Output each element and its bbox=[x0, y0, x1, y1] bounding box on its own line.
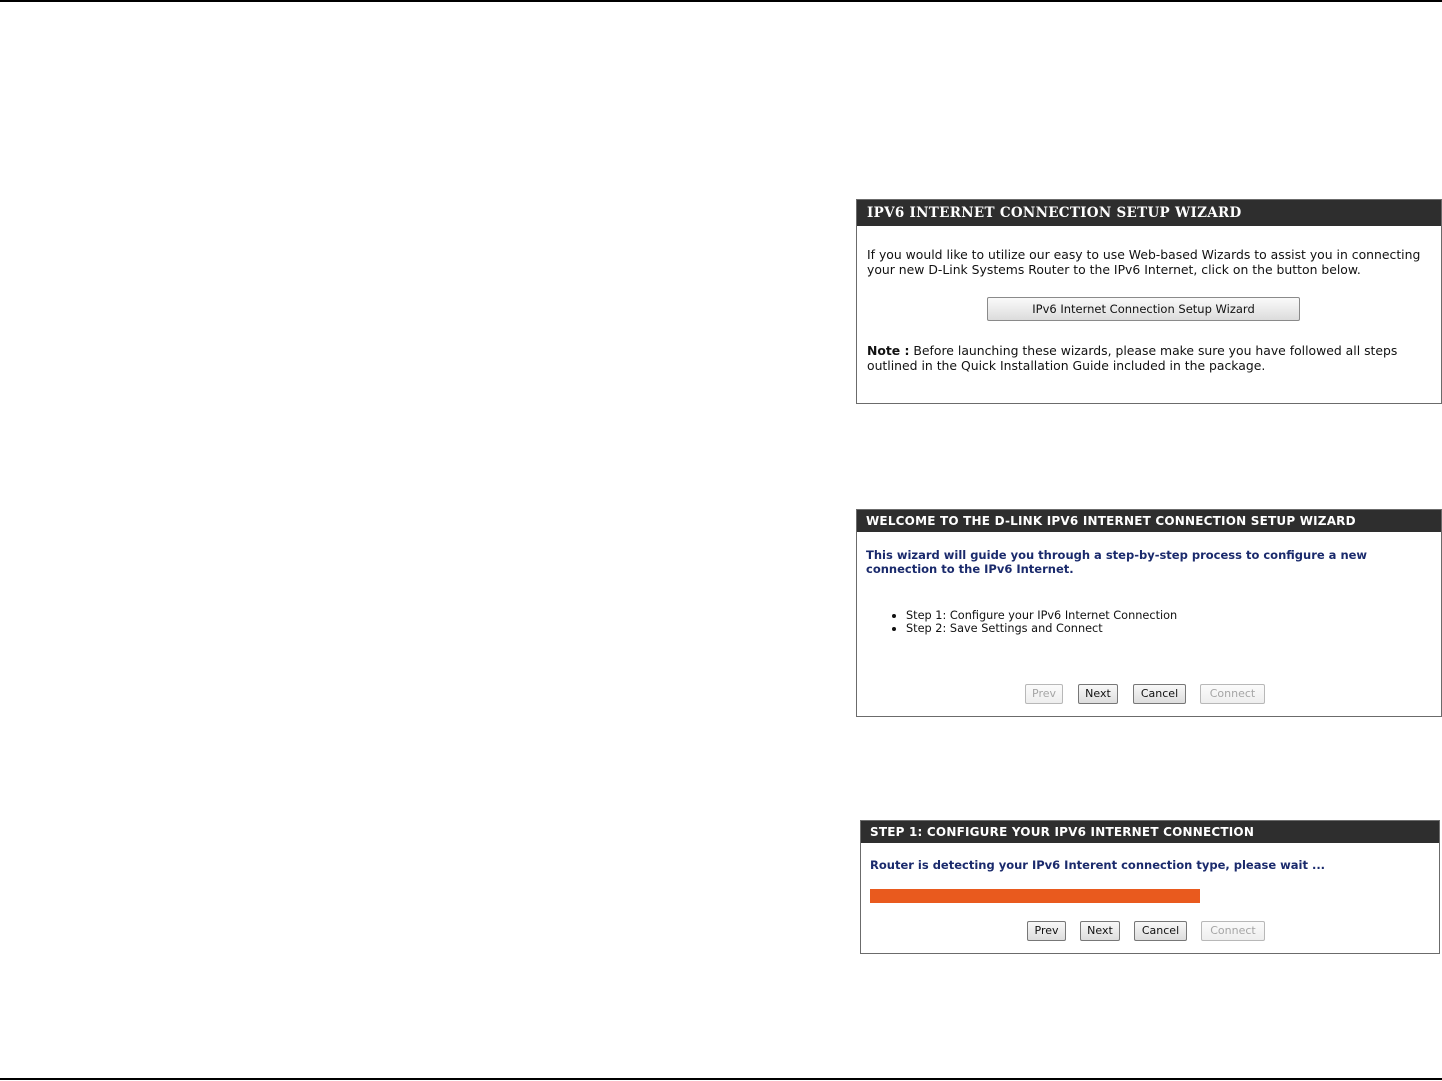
top-rule bbox=[0, 0, 1442, 2]
bottom-rule bbox=[0, 1078, 1442, 1080]
wizard-intro-text: If you would like to utilize our easy to use Web-based Wizards to assist you in connecting your new D-Link Systems Router to the IPv6 Internet, click on the button below. bbox=[867, 247, 1421, 277]
detection-progress-bar bbox=[870, 889, 1430, 903]
bullet-icon bbox=[892, 614, 896, 618]
ipv6-wizard-launch-panel bbox=[856, 199, 1442, 404]
prev-button[interactable]: Prev bbox=[1025, 684, 1063, 704]
prev-button[interactable]: Prev bbox=[1027, 921, 1066, 941]
welcome-intro-text: This wizard will guide you through a step-by-step process to configure a new connection to the IPv6 Internet. bbox=[866, 548, 1368, 576]
cancel-button[interactable]: Cancel bbox=[1134, 921, 1187, 941]
wizard-welcome-panel bbox=[856, 509, 1442, 717]
bullet-icon bbox=[892, 627, 896, 631]
connect-button[interactable]: Connect bbox=[1201, 921, 1265, 941]
step1-configure-panel bbox=[860, 820, 1440, 954]
detection-status-text: Router is detecting your IPv6 Interent connection type, please wait ... bbox=[870, 858, 1326, 872]
next-button[interactable]: Next bbox=[1080, 921, 1120, 941]
wizard-steps-list bbox=[890, 609, 1177, 635]
step-label: Step 1: Configure your IPv6 Internet Connection bbox=[906, 609, 1178, 622]
progress-fill bbox=[870, 889, 1200, 903]
list-item bbox=[890, 622, 1177, 635]
panel-header: IPV6 INTERNET CONNECTION SETUP WIZARD bbox=[857, 200, 1441, 226]
note-body: Before launching these wizards, please make sure you have followed all steps outlined in the Quick Installation Guide included in the package. bbox=[867, 343, 1398, 373]
cancel-button[interactable]: Cancel bbox=[1133, 684, 1186, 704]
note-text bbox=[867, 343, 1433, 373]
next-button[interactable]: Next bbox=[1078, 684, 1118, 704]
note-label: Note : bbox=[867, 343, 910, 358]
ipv6-setup-wizard-button[interactable]: IPv6 Internet Connection Setup Wizard bbox=[987, 297, 1300, 321]
panel-header: WELCOME TO THE D-LINK IPV6 INTERNET CONNECTION SETUP WIZARD bbox=[857, 510, 1441, 532]
step-label: Step 2: Save Settings and Connect bbox=[906, 622, 1103, 635]
list-item bbox=[890, 609, 1177, 622]
panel-header: STEP 1: CONFIGURE YOUR IPV6 INTERNET CONNECTION bbox=[861, 821, 1439, 843]
connect-button[interactable]: Connect bbox=[1200, 684, 1265, 704]
